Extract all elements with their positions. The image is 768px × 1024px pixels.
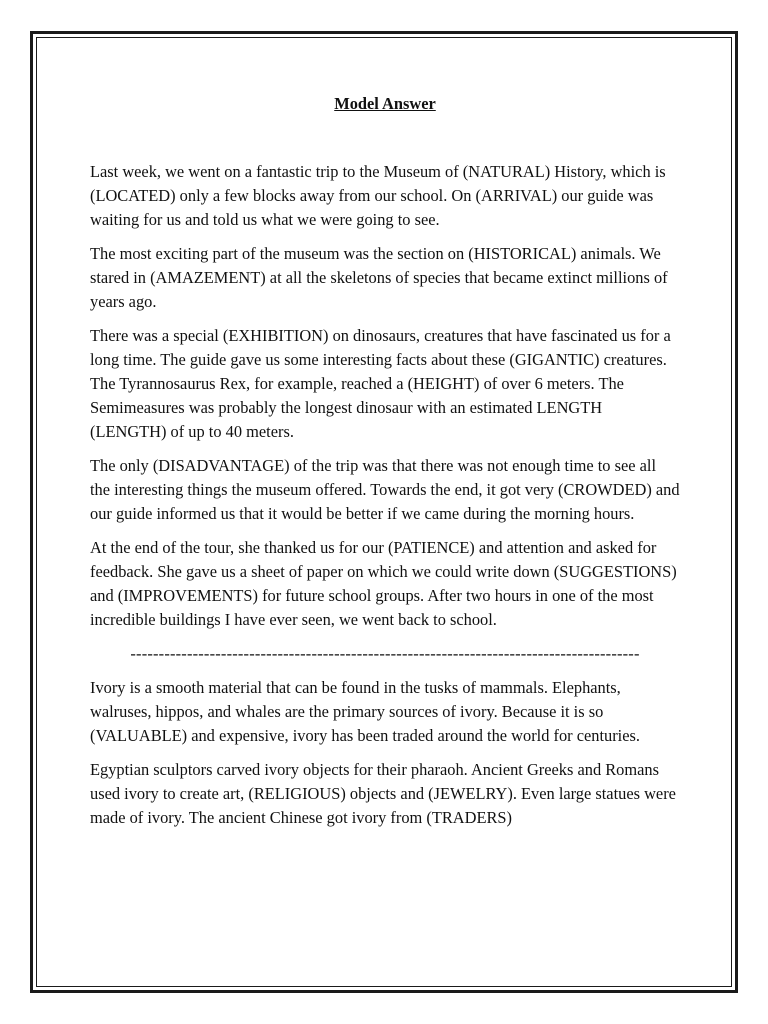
paragraph: Ivory is a smooth material that can be found in the tusks of mammals. Elephants, walruses, hippos, and whales are the primary sources of ivory. Because it is so (VALUABLE) and expensive, ivory has been traded around the world for centuries. [90, 678, 640, 745]
paragraph: The only (DISADVANTAGE) of the trip was that there was not enough time to see all the interesting things the museum offered. Towards the end, it got very (CROWDED) and our guide informed us that it would be better if we came during the morning hours. [90, 456, 680, 523]
page-title: Model Answer [334, 94, 436, 113]
section-divider: ------------------------------------------------------------------------------------------ [130, 644, 640, 663]
paragraph: Egyptian sculptors carved ivory objects for their pharaoh. Ancient Greeks and Romans used ivory to create art, (RELIGIOUS) objects and (JEWELRY). Even large statues were made of ivory. The ancient Chinese got ivory from (TRADERS) [90, 760, 676, 827]
paragraph: There was a special (EXHIBITION) on dinosaurs, creatures that have fascinated us for a long time. The guide gave us some interesting facts about these (GIGANTIC) creatures. The Tyrannosaurus Rex, for example, reached a (HEIGHT) of over 6 meters. The Semimeasures was probably the longest dinosaur with an estimated LENGTH (LENGTH) of up to 40 meters. [90, 326, 671, 441]
paragraph: At the end of the tour, she thanked us for our (PATIENCE) and attention and asked for feedback. She gave us a sheet of paper on which we could write down (SUGGESTIONS) and (IMPROVEMENTS) for future school groups. After two hours in one of the most incredible buildings I have ever seen, we went back to school. [90, 538, 677, 629]
document-body [90, 92, 680, 840]
paragraph: Last week, we went on a fantastic trip to the Museum of (NATURAL) History, which is (LOCATED) only a few blocks away from our school. On (ARRIVAL) our guide was waiting for us and told us what we were going to see. [90, 162, 666, 229]
paragraph: The most exciting part of the museum was the section on (HISTORICAL) animals. We stared in (AMAZEMENT) at all the skeletons of species that became extinct millions of years ago. [90, 244, 668, 311]
